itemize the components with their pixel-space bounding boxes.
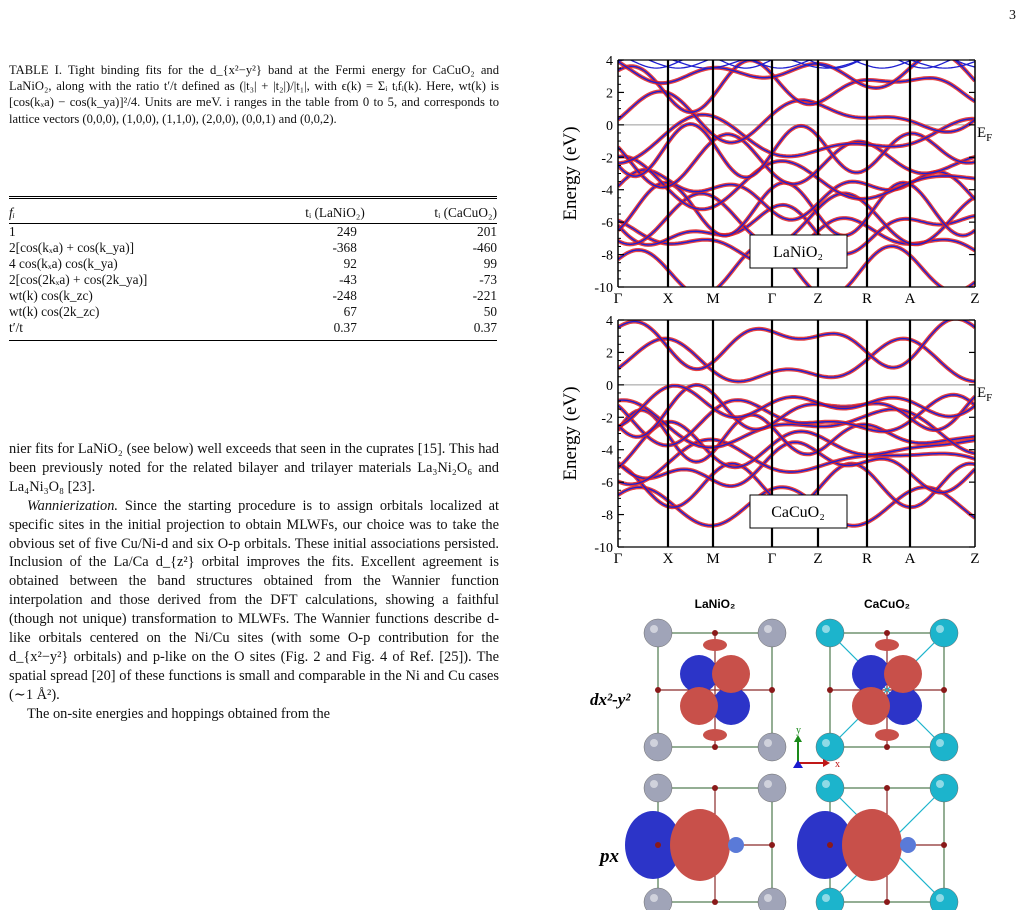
col-header-cacuo2: tᵢ (CaCuO₂) xyxy=(365,201,497,224)
y-tick-label: -2 xyxy=(601,411,613,427)
y-tick-label: -4 xyxy=(601,183,613,199)
y-tick-label: -10 xyxy=(594,541,613,556)
y-tick-label: 2 xyxy=(606,346,613,362)
wannier-band xyxy=(618,319,975,369)
k-point-label: X xyxy=(662,551,674,567)
figure xyxy=(560,50,1030,911)
k-point-label: A xyxy=(904,551,916,567)
k-point-label: Z xyxy=(813,551,823,567)
col-header-f: fᵢ xyxy=(9,201,239,224)
k-point-label: M xyxy=(706,291,720,307)
k-point-label: A xyxy=(904,291,916,307)
k-point-label: Z xyxy=(813,291,823,307)
y-tick-label: -6 xyxy=(601,476,613,492)
y-tick-label: 2 xyxy=(606,86,613,102)
cell-lanio2: -43 xyxy=(339,272,357,287)
table-row xyxy=(9,304,497,320)
y-tick-label: -10 xyxy=(594,281,613,296)
k-point-label: Z xyxy=(970,291,980,307)
fermi-label xyxy=(977,125,992,144)
k-point-label: Γ xyxy=(767,291,777,307)
cell-basis: t′/t xyxy=(9,320,239,341)
orbital-row2-label: px xyxy=(600,846,619,867)
cell-cacuo2: 0.37 xyxy=(365,320,497,341)
table-row xyxy=(9,224,497,241)
table-top-rule xyxy=(9,196,497,199)
wannier-band xyxy=(618,124,975,177)
paragraph-2-text: Since the starting procedure is to assign orbitals localized at specific sites in the initial projection to obtain MLWFs, our choice was to take the obvious set of five Cu/Ni-d and six O-p orbitals. These initial associations persisted. Inclusion of the La/Ca d_{z²} orbital improves the fits. Excellent agreement is obtained between the band structures obtained from the Wannier function interpolation and those derived from the DFT calculations, showing a faithful (though not unique) transformation to MLWFs. The Wannier functions describe d-like orbitals centered on the Ni/Cu sites (with some O-p contribution for the d_{x²−y²} orbitals) and p-like on the O sites (Fig. 2 and Fig. 4 of Ref. [25]). The spatial spread [20] of these functions is small and comparable in the Ni and Cu cases (∼1 Å²). xyxy=(9,497,499,703)
orbital-cells xyxy=(625,619,958,910)
orbital-cell xyxy=(625,774,786,910)
cell-cacuo2: -221 xyxy=(472,288,497,303)
y-tick-label: 4 xyxy=(606,314,613,329)
cell-cacuo2: 50 xyxy=(483,304,497,319)
dft-band xyxy=(618,124,975,177)
cell-lanio2: -248 xyxy=(332,288,357,303)
y-tick-label: 0 xyxy=(606,378,613,394)
body-text xyxy=(9,440,499,724)
orbital-cell xyxy=(816,619,958,761)
y-tick-label: -6 xyxy=(601,216,613,232)
table-row xyxy=(9,240,497,256)
y-axis-label: Energy (eV) xyxy=(560,386,581,481)
table-caption-block xyxy=(9,62,499,127)
orbital-col1-title: LaNiO₂ xyxy=(694,597,736,611)
k-point-label: M xyxy=(706,551,720,567)
cell-basis: 2[cos(kₓa) + cos(k_ya)] xyxy=(9,240,135,255)
axis-x-label: x xyxy=(835,759,840,770)
cell-lanio2: 249 xyxy=(336,224,357,239)
cell-basis: 1 xyxy=(9,224,16,239)
band-panel-1 xyxy=(560,53,992,307)
cell-basis: wt(k) cos(k_zc) xyxy=(9,288,93,303)
band-structure-figure xyxy=(560,50,1030,580)
wannier-band xyxy=(618,53,975,88)
material-label: LaNiO₂ xyxy=(772,244,824,261)
cell-cacuo2: -73 xyxy=(479,272,497,287)
orbital-col2-title: CaCuO₂ xyxy=(863,597,911,611)
orbital-cell xyxy=(797,774,958,910)
cell-cacuo2: 201 xyxy=(477,224,497,239)
k-point-label: Γ xyxy=(767,551,777,567)
fermi-label-main: E xyxy=(977,124,987,141)
page-number: 3 xyxy=(1009,8,1016,23)
orbital-figure xyxy=(560,580,1030,910)
table-row xyxy=(9,288,497,304)
k-point-label: R xyxy=(861,291,873,307)
paragraph-2 xyxy=(9,497,499,705)
y-tick-label: 0 xyxy=(606,118,613,134)
cell-lanio2: 67 xyxy=(343,304,357,319)
paragraph-2-lead: Wannierization. xyxy=(27,497,119,514)
table-row xyxy=(9,272,497,288)
y-tick-label: -8 xyxy=(601,248,613,264)
y-axis-label: Energy (eV) xyxy=(560,126,581,221)
cell-lanio2: 0.37 xyxy=(239,320,365,341)
table-caption: TABLE I. Tight binding fits for the d_{x²−y²} band at the Fermi energy for CaCuO₂ and LaNiO₂, along with the ratio t′/t defined as (|t₃| + |t₂|)/|t₁|, with ϵ(k) = Σᵢ tᵢfᵢ(k). Here, wt(k) is [cos(kₓa) − cos(k_ya)]²/4. Units are meV. i ranges in the table from 0 to 5, and corresponds to lattice vectors (0,0,0), (1,0,0), (1,1,0), (2,0,0), (0,0,1) and (0,0,2). xyxy=(9,63,499,126)
fermi-label-sub: F xyxy=(986,391,993,404)
orbital-cell xyxy=(644,619,786,761)
y-tick-label: -8 xyxy=(601,508,613,524)
k-point-label: Γ xyxy=(613,291,623,307)
table-row xyxy=(9,320,497,341)
k-point-label: R xyxy=(861,551,873,567)
table-row xyxy=(9,256,497,272)
fermi-label xyxy=(977,385,992,404)
orbital-row1-label: dx²-y² xyxy=(590,690,631,709)
cell-basis: wt(k) cos(2k_zc) xyxy=(9,304,100,319)
tight-binding-table xyxy=(9,201,497,341)
cell-cacuo2: 99 xyxy=(483,256,497,271)
fermi-label-sub: F xyxy=(986,131,993,144)
cell-basis: 2[cos(2kₓa) + cos(2k_ya)] xyxy=(9,272,148,287)
paragraph-3: The on-site energies and hoppings obtained from the xyxy=(27,705,331,722)
k-point-label: Γ xyxy=(613,551,623,567)
col-header-lanio2: tᵢ (LaNiO₂) xyxy=(239,201,365,224)
y-tick-label: 4 xyxy=(606,54,613,69)
axis-y-label: y xyxy=(796,725,801,736)
k-point-label: Z xyxy=(970,551,980,567)
band-panel-2 xyxy=(560,314,992,567)
y-tick-label: -4 xyxy=(601,443,613,459)
fermi-label-main: E xyxy=(977,384,987,401)
dft-band xyxy=(618,55,975,68)
k-point-label: X xyxy=(662,291,674,307)
cell-lanio2: -368 xyxy=(332,240,357,255)
paragraph-1: nier fits for LaNiO₂ (see below) well exceeds that seen in the cuprates [15]. This had been previously noted for the related bilayer and trilayer materials La₃Ni₂O₆ and La₄Ni₃O₈ [23]. xyxy=(9,441,499,495)
cell-cacuo2: -460 xyxy=(472,240,497,255)
y-tick-label: -2 xyxy=(601,151,613,167)
cell-basis: 4 cos(kₓa) cos(k_ya) xyxy=(9,256,118,271)
material-label: CaCuO₂ xyxy=(771,504,825,521)
cell-lanio2: 92 xyxy=(343,256,357,271)
